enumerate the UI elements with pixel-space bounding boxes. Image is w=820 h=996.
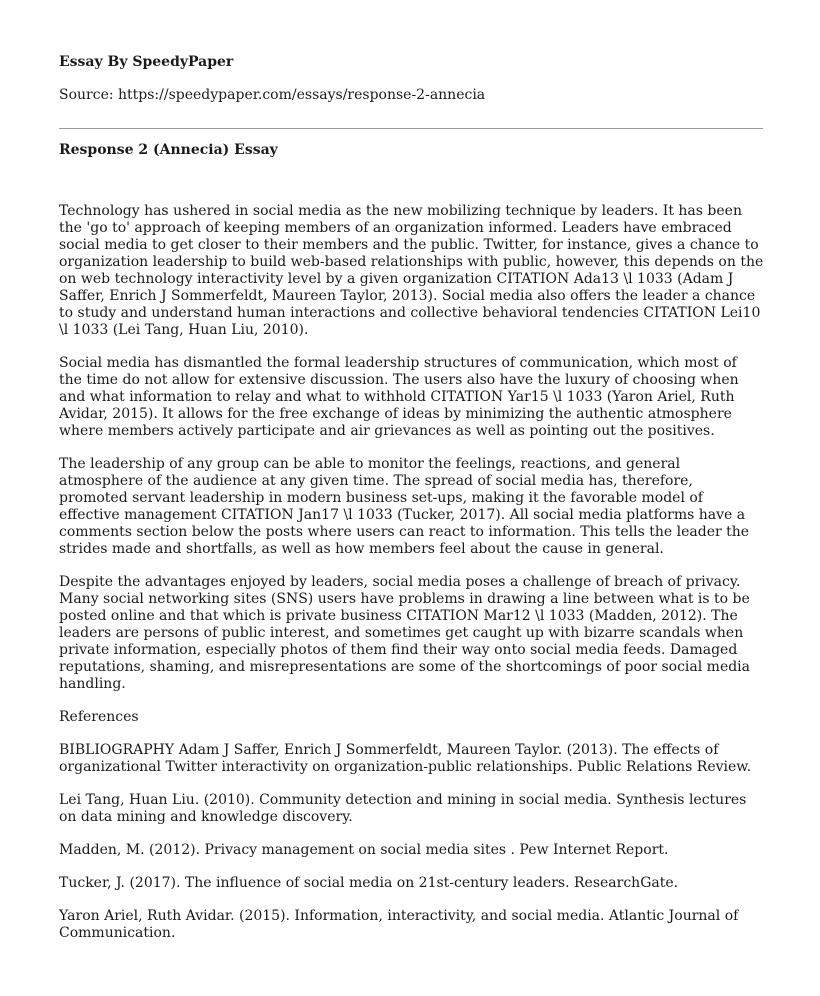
body-paragraph-2: Social media has dismantled the formal leadership structures of communication, which most of the time do not allow for extensive discussion. The users also have the luxury of choosing when and what information to relay and what to withhold CITATION Yar15 \l 1033 (Yaron Ariel, Ruth Avidar, 2015). It allows for the free exchange of ideas by minimizing the authentic atmosphere where members actively participate and air grievances as well as pointing out the positives. xyxy=(59,355,739,439)
reference-item-3: Madden, M. (2012). Privacy management on social media sites . Pew Internet Report. xyxy=(59,842,669,858)
header-divider xyxy=(59,128,763,129)
reference-item-1: BIBLIOGRAPHY Adam J Saffer, Enrich J Sommerfeldt, Maureen Taylor. (2013). The effects of organizational Twitter interactivity on organization-public relationships. Public Relations Review. xyxy=(59,742,752,775)
source-line: Source: https://speedypaper.com/essays/response-2-annecia xyxy=(59,87,486,103)
reference-item-2: Lei Tang, Huan Liu. (2010). Community detection and mining in social media. Synthesis lectures on data mining and knowledge discovery. xyxy=(59,792,747,825)
essay-title: Response 2 (Annecia) Essay xyxy=(59,142,278,158)
body-paragraph-4: Despite the advantages enjoyed by leaders, social media poses a challenge of breach of privacy. Many social networking sites (SNS) users have problems in drawing a line between what is to be posted online and that which is private business CITATION Mar12 \l 1033 (Madden, 2012). The leaders are persons of public interest, and sometimes get caught up with bizarre scandals when private information, especially photos of them find their way onto social media feeds. Damaged reputations, shaming, and misrepresentations are some of the shortcomings of poor social media handling. xyxy=(59,574,751,692)
body-paragraph-3: The leadership of any group can be able to monitor the feelings, reactions, and general atmosphere of the audience at any given time. The spread of social media has, therefore, promoted servant leadership in modern business set-ups, making it the favorable model of effective management CITATION Jan17 \l 1033 (Tucker, 2017). All social media platforms have a comments section below the posts where users can react to information. This tells the leader the strides made and shortfalls, as well as how members feel about the cause in general. xyxy=(59,456,750,557)
essay-body xyxy=(59,203,764,958)
body-paragraph-1: Technology has ushered in social media as the new mobilizing technique by leaders. It has been the 'go to' approach of keeping members of an organization informed. Leaders have embraced social media to get closer to their members and the public. Twitter, for instance, gives a chance to organization leadership to build web-based relationships with public, however, this depends on the on web technology interactivity level by a given organization CITATION Ada13 \l 1033 (Adam J Saffer, Enrich J Sommerfeldt, Maureen Taylor, 2013). Social media also offers the leader a chance to study and understand human interactions and collective behavioral tendencies CITATION Lei10 \l 1033 (Lei Tang, Huan Liu, 2010). xyxy=(59,203,764,338)
reference-item-5: Yaron Ariel, Ruth Avidar. (2015). Information, interactivity, and social media. Atlantic Journal of Communication. xyxy=(59,908,739,941)
essay-author-heading: Essay By SpeedyPaper xyxy=(59,54,234,70)
references-heading: References xyxy=(59,709,139,725)
reference-item-4: Tucker, J. (2017). The influence of social media on 21st-century leaders. ResearchGate. xyxy=(59,875,679,891)
